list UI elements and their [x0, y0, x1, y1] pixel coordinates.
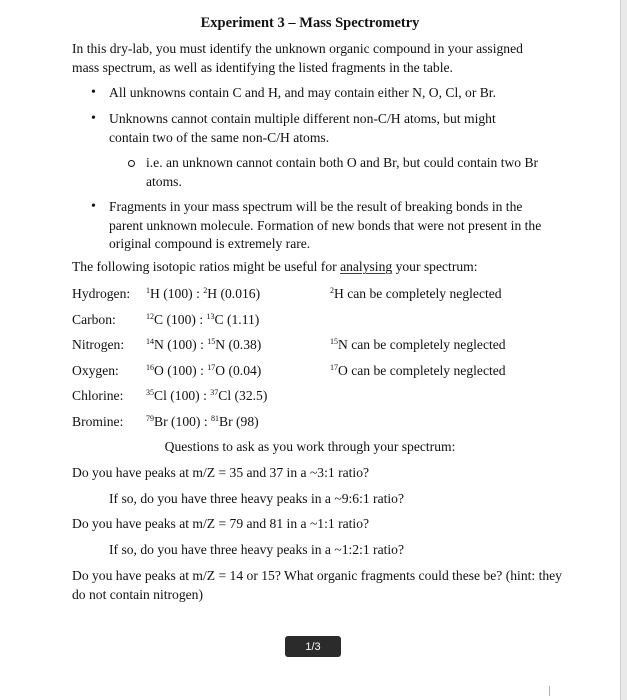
spellcheck-word: analysing: [340, 259, 393, 274]
scroll-marker: [549, 686, 550, 696]
bullet-icon: •: [91, 85, 96, 100]
question-1: Do you have peaks at m/Z = 35 and 37 in a ~3:1 ratio?: [72, 465, 370, 480]
intro-paragraph: In this dry-lab, you must identify the unknown organic compound in your assigned mass spectrum, as well as identifying the listed fragments in the table.: [72, 41, 523, 75]
bullet-2: Unknowns cannot contain multiple different non-C/H atoms, but might contain two of the same non-C/H atoms.: [109, 111, 496, 145]
isotope-ratio-nitrogen: $^{14}$N (100) : $^{15}$N (0.38): [146, 337, 262, 352]
bullet-icon: •: [91, 199, 96, 214]
page-indicator[interactable]: 1/3: [285, 636, 341, 657]
isotope-intro: The following isotopic ratios might be useful for analysing your spectrum:: [72, 259, 478, 274]
question-2-sub: If so, do you have three heavy peaks in a ~1:2:1 ratio?: [109, 542, 404, 557]
bullet-3: Fragments in your mass spectrum will be the result of breaking bonds in the parent unknown molecule. Formation of new bonds that were not present in the original compound is extremely rare.: [109, 199, 542, 251]
isotope-label-nitrogen: Nitrogen:: [72, 337, 125, 352]
circle-bullet-icon: [128, 160, 135, 167]
isotope-ratio-chlorine: $^{35}$Cl (100) : $^{37}$Cl (32.5): [146, 388, 268, 403]
question-1-sub: If so, do you have three heavy peaks in a ~9:6:1 ratio?: [109, 491, 404, 506]
question-2: Do you have peaks at m/Z = 79 and 81 in a ~1:1 ratio?: [72, 516, 370, 531]
isotope-ratio-hydrogen: $^1$H (100) : $^2$H (0.016): [146, 286, 261, 301]
bullet-icon: •: [91, 111, 96, 126]
scrollbar-track[interactable]: [620, 0, 627, 700]
isotope-label-oxygen: Oxygen:: [72, 363, 119, 378]
isotope-label-carbon: Carbon:: [72, 312, 116, 327]
bullet-1: All unknowns contain C and H, and may contain either N, O, Cl, or Br.: [109, 85, 496, 100]
isotope-label-chlorine: Chlorine:: [72, 388, 124, 403]
document-title: Experiment 3 – Mass Spectrometry: [200, 15, 420, 31]
isotope-note-nitrogen: $^{15}$N can be completely neglected: [330, 337, 506, 352]
question-3: Do you have peaks at m/Z = 14 or 15? What organic fragments could these be? (hint: they do not contain nitrogen): [72, 568, 562, 602]
isotope-ratio-bromine: $^{79}$Br (100) : $^{81}$Br (98): [146, 414, 259, 429]
isotope-label-bromine: Bromine:: [72, 414, 124, 429]
isotope-label-hydrogen: Hydrogen:: [72, 286, 131, 301]
questions-heading: Questions to ask as you work through your spectrum:: [164, 439, 456, 454]
isotope-note-oxygen: $^{17}$O can be completely neglected: [330, 363, 506, 378]
isotope-ratio-carbon: $^{12}$C (100) : $^{13}$C (1.11): [146, 312, 260, 327]
isotope-note-hydrogen: $^2$H can be completely neglected: [330, 286, 502, 301]
isotope-ratio-oxygen: $^{16}$O (100) : $^{17}$O (0.04): [146, 363, 262, 378]
sub-bullet: i.e. an unknown cannot contain both O and Br, but could contain two Br atoms.: [146, 155, 539, 189]
